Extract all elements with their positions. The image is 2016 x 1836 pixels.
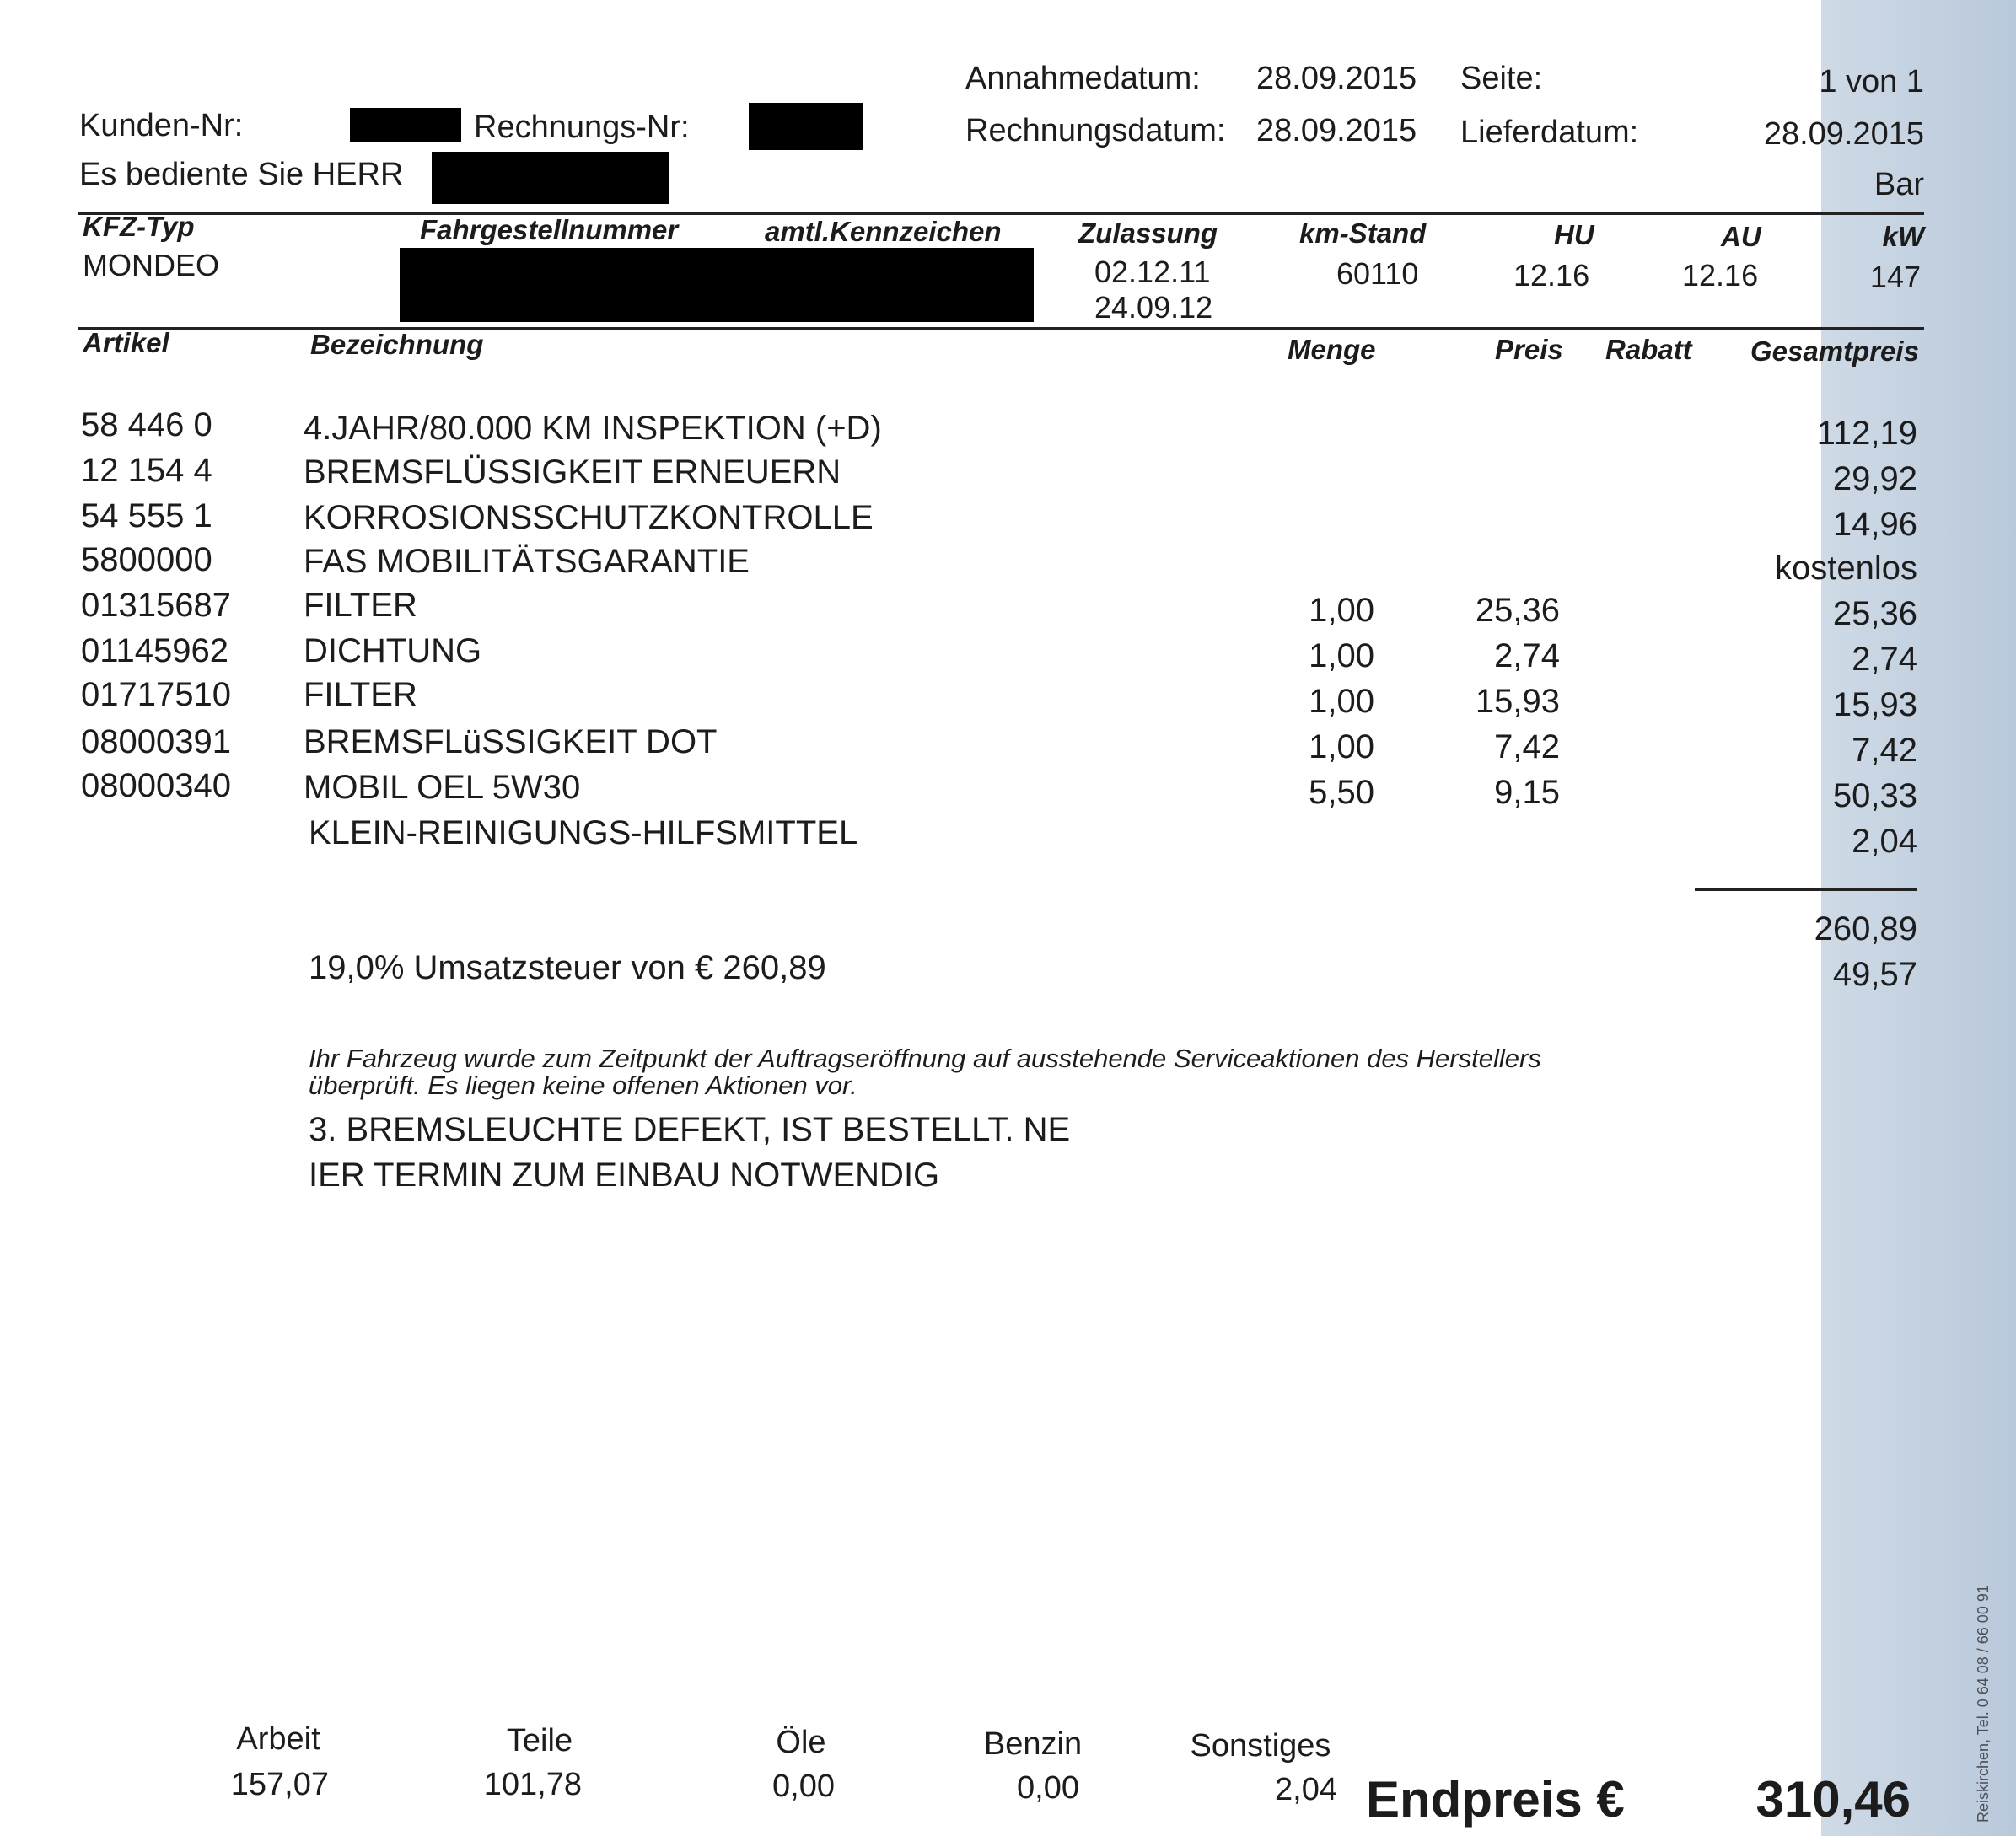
lieferdatum-label: Lieferdatum: xyxy=(1460,115,1639,150)
seite-label: Seite: xyxy=(1460,61,1543,96)
item-menge: 1,00 xyxy=(1309,592,1374,629)
item-artikel: 5800000 xyxy=(81,541,212,578)
item-artikel: 01717510 xyxy=(81,676,231,713)
arbeit-label: Arbeit xyxy=(236,1721,320,1757)
lieferdatum-value: 28.09.2015 xyxy=(1763,116,1924,152)
artikel-header: Artikel xyxy=(83,327,169,358)
item-gesamt: 2,04 xyxy=(1852,823,1917,860)
service-note-line-1: Ihr Fahrzeug wurde zum Zeitpunkt der Auftragseröffnung auf ausstehende Serviceaktionen des Herstellers xyxy=(309,1044,1541,1073)
km-stand-label: km-Stand xyxy=(1299,217,1427,249)
seite-value: 1 von 1 xyxy=(1819,64,1924,99)
oele-label: Öle xyxy=(776,1725,826,1760)
item-menge: 5,50 xyxy=(1309,774,1374,811)
kfz-typ-label: KFZ-Typ xyxy=(83,211,195,242)
bezeichnung-header: Bezeichnung xyxy=(310,329,484,360)
item-artikel: 12 154 4 xyxy=(81,452,212,489)
item-preis: 25,36 xyxy=(1475,592,1560,629)
teile-value: 101,78 xyxy=(483,1767,582,1802)
item-bezeichnung: BREMSFLüSSIGKEIT DOT xyxy=(304,723,718,760)
redacted-kunden-nr xyxy=(350,108,461,142)
item-bezeichnung: BREMSFLÜSSIGKEIT ERNEUERN xyxy=(304,454,841,491)
kfz-typ-value: MONDEO xyxy=(83,248,219,282)
item-artikel: 08000340 xyxy=(81,767,231,804)
endpreis-value: 310,46 xyxy=(1755,1771,1911,1828)
item-gesamt: 29,92 xyxy=(1832,460,1917,497)
redacted-rechnungs-nr xyxy=(749,103,863,150)
item-bezeichnung: 4.JAHR/80.000 KM INSPEKTION (+D) xyxy=(304,410,882,447)
item-gesamt: 2,74 xyxy=(1852,641,1917,678)
hu-value: 12.16 xyxy=(1513,258,1590,293)
zulassung-value-1: 02.12.11 xyxy=(1094,255,1211,289)
benzin-value: 0,00 xyxy=(1017,1770,1079,1806)
item-gesamt: 14,96 xyxy=(1832,506,1917,543)
teile-label: Teile xyxy=(506,1723,573,1758)
zulassung-label: Zulassung xyxy=(1078,217,1218,249)
kennzeichen-label: amtl.Kennzeichen xyxy=(765,216,1002,247)
item-gesamt: 25,36 xyxy=(1832,595,1917,632)
bedient-label: Es bediente Sie HERR xyxy=(79,157,404,192)
rechnungsdatum-label: Rechnungsdatum: xyxy=(965,113,1226,148)
redacted-fahrgestell-kennzeichen xyxy=(400,248,1034,322)
zulassung-value-2: 24.09.12 xyxy=(1094,290,1213,325)
endpreis-label: Endpreis € xyxy=(1366,1771,1625,1828)
remark-line-2: IER TERMIN ZUM EINBAU NOTWENDIG xyxy=(309,1157,940,1194)
item-bezeichnung: MOBIL OEL 5W30 xyxy=(304,769,581,806)
remark-line-1: 3. BREMSLEUCHTE DEFEKT, IST BESTELLT. NE xyxy=(309,1111,1071,1148)
item-preis: 2,74 xyxy=(1494,637,1560,674)
ust-label: 19,0% Umsatzsteuer von € 260,89 xyxy=(309,949,826,986)
item-artikel: 01315687 xyxy=(81,587,231,624)
item-gesamt: 7,42 xyxy=(1852,732,1917,769)
item-artikel: 01145962 xyxy=(81,632,228,669)
service-note-line-2: überprüft. Es liegen keine offenen Aktionen vor. xyxy=(309,1071,857,1100)
item-gesamt: kostenlos xyxy=(1775,550,1917,587)
kunden-nr-label: Kunden-Nr: xyxy=(79,108,244,143)
kw-value: 147 xyxy=(1869,260,1921,294)
item-gesamt: 112,19 xyxy=(1816,415,1917,452)
item-gesamt: 15,93 xyxy=(1832,686,1917,723)
item-bezeichnung: DICHTUNG xyxy=(304,632,482,669)
arbeit-value: 157,07 xyxy=(230,1767,329,1802)
item-bezeichnung: FAS MOBILITÄTSGARANTIE xyxy=(304,543,750,580)
sonstiges-value: 2,04 xyxy=(1275,1772,1337,1807)
sonstiges-label: Sonstiges xyxy=(1190,1728,1331,1764)
rechnungs-nr-label: Rechnungs-Nr: xyxy=(474,110,690,145)
item-bezeichnung: FILTER xyxy=(304,676,417,713)
sum-rule xyxy=(1695,888,1917,891)
au-value: 12.16 xyxy=(1682,258,1759,293)
item-artikel: 08000391 xyxy=(81,723,231,760)
redacted-name xyxy=(432,152,669,204)
kw-label: kW xyxy=(1882,221,1924,252)
item-menge: 1,00 xyxy=(1309,728,1374,765)
au-label: AU xyxy=(1721,221,1761,252)
item-artikel: 54 555 1 xyxy=(81,497,212,534)
item-bezeichnung: FILTER xyxy=(304,587,417,624)
rabatt-header: Rabatt xyxy=(1605,334,1692,365)
item-bezeichnung: KLEIN-REINIGUNGS-HILFSMITTEL xyxy=(309,814,858,851)
annahmedatum-value: 28.09.2015 xyxy=(1256,61,1417,96)
item-preis: 15,93 xyxy=(1475,683,1560,720)
ust-value: 49,57 xyxy=(1832,956,1917,993)
item-gesamt: 50,33 xyxy=(1832,777,1917,814)
fahrgestellnummer-label: Fahrgestellnummer xyxy=(420,214,679,245)
item-artikel: 58 446 0 xyxy=(81,406,212,443)
preis-header: Preis xyxy=(1495,334,1563,365)
netto-total: 260,89 xyxy=(1814,910,1917,948)
item-menge: 1,00 xyxy=(1309,683,1374,720)
item-preis: 7,42 xyxy=(1494,728,1560,765)
item-bezeichnung: KORROSIONSSCHUTZKONTROLLE xyxy=(304,499,874,536)
zahlart: Bar xyxy=(1874,167,1924,202)
benzin-label: Benzin xyxy=(983,1726,1083,1762)
rechnungsdatum-value: 28.09.2015 xyxy=(1256,113,1417,148)
annahmedatum-label: Annahmedatum: xyxy=(965,61,1201,96)
gesamtpreis-header: Gesamtpreis xyxy=(1750,336,1919,367)
oele-value: 0,00 xyxy=(772,1769,835,1804)
menge-header: Menge xyxy=(1288,334,1376,365)
side-contact-text: Reiskirchen, Tel. 0 64 08 / 66 00 91 xyxy=(1975,1585,1992,1823)
header-rule xyxy=(78,212,1924,215)
item-preis: 9,15 xyxy=(1494,774,1560,811)
km-stand-value: 60110 xyxy=(1336,256,1419,291)
item-menge: 1,00 xyxy=(1309,637,1374,674)
hu-label: HU xyxy=(1554,219,1594,250)
